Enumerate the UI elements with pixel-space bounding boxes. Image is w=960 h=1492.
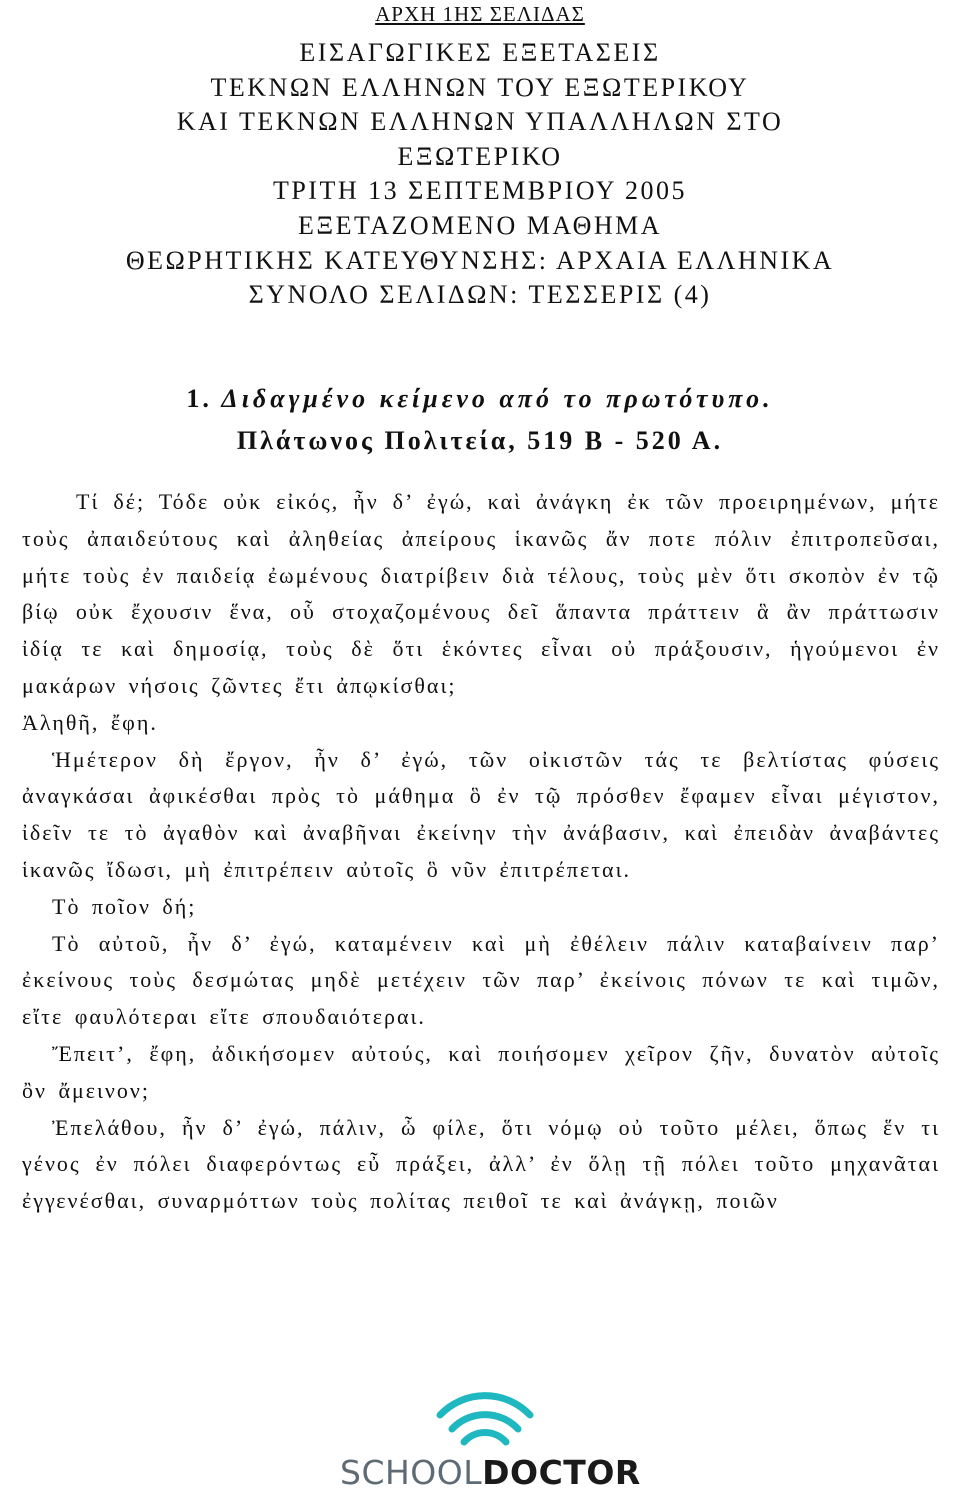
wifi-signal-icon [340,1373,630,1453]
schooldoctor-logo [340,1373,641,1492]
header-line: ΤΡΙΤΗ 13 ΣΕΠΤΕΜΒΡΙΟΥ 2005 [272,176,688,206]
header-line: ΣΥΝΟΛΟ ΣΕΛΙΔΩΝ: ΤΕΣΣΕΡΙΣ (4) [248,280,712,310]
logo-word-doctor: DOCTOR [482,1453,641,1492]
header-line: ΕΞΕΤΑΖΟΜΕΝΟ ΜΑΘΗΜΑ [297,210,663,240]
header-line: ΤΕΚΝΩΝ ΕΛΛΗΝΩΝ ΤΟΥ ΕΞΩΤΕΡΙΚΟΥ [210,72,750,102]
text-paragraph: Ἀληθῆ, ἔφη. [22,709,158,735]
logo-wordmark [340,1453,641,1492]
section-number: 1. [186,384,212,413]
header-line: ΘΕΩΡΗΤΙΚΗΣ ΚΑΤΕΥΘΥΝΣΗΣ: ΑΡΧΑΙΑ ΕΛΛΗΝΙΚΑ [125,245,835,275]
section-heading [0,378,960,462]
text-paragraph: Τὸ αὐτοῦ, ἦν δ’ ἐγώ, καταμένειν καὶ μὴ ἐθέλειν πάλιν καταβαίνειν παρ’ ἐκείνους τοὺς δεσμώτας μηδὲ μετέχειν τῶν παρ’ ἐκείνοις πόνων τε καὶ τιμῶν, εἴτε φαυλότεραι εἴτε σπουδαιότεραι. [22,930,940,1030]
logo-word-school: SCHOOL [340,1453,483,1492]
text-paragraph: Ἐπελάθου, ἦν δ’ ἐγώ, πάλιν, ὦ φίλε, ὅτι νόμῳ οὐ τοῦτο μέλει, ὅπως ἕν τι γένος ἐν πόλει διαφερόντως εὖ πράξει, ἀλλ’ ἐν ὅλῃ τῇ πόλει τοῦτο μηχανᾶται ἐγγενέσθαι, συναρμόττων τοὺς πολίτας πειθοῖ τε καὶ ἀνάγκῃ, ποιῶν [22,1114,940,1214]
text-paragraph: Τὸ ποῖον δή; [52,893,197,919]
header-line: ΚΑΙ ΤΕΚΝΩΝ ΕΛΛΗΝΩΝ ΥΠΑΛΛΗΛΩΝ ΣΤΟ [176,107,784,137]
text-paragraph: Ἔπειτ’, ἔφη, ἀδικήσομεν αὐτούς, καὶ ποιήσομεν χεῖρον ζῆν, δυνατὸν αὐτοῖς ὂν ἄμεινον; [22,1040,940,1103]
text-paragraph: Ἡμέτερον δὴ ἔργον, ἦν δ’ ἐγώ, τῶν οἰκιστῶν τάς τε βελτίστας φύσεις ἀναγκάσαι ἀφικέσθαι πρὸς τὸ μάθημα ὃ ἐν τῷ πρόσθεν ἔφαμεν εἶναι μέγιστον, ἰδεῖν τε τὸ ἀγαθὸν καὶ ἀναβῆναι ἐκείνην τὴν ἀνάβασιν, καὶ ἐπειδὰν ἀναβάντες ἱκανῶς ἴδωσι, μὴ ἐπιτρέπειν αὐτοῖς ὃ νῦν ἐπιτρέπεται. [22,746,940,882]
exam-header [0,36,960,313]
header-line: ΕΞΩΤΕΡΙΚΟ [397,141,563,171]
header-line: ΕΙΣΑΓΩΓΙΚΕΣ ΕΞΕΤΑΣΕΙΣ [299,38,661,67]
page-start-label: ΑΡΧΗ 1ΗΣ ΣΕΛΙΔΑΣ [375,2,585,26]
text-paragraph: Τί δέ; Τόδε οὐκ εἰκός, ἦν δ’ ἐγώ, καὶ ἀνάγκη ἐκ τῶν προειρημένων, μήτε τοὺς ἀπαιδεύτους καὶ ἀληθείας ἀπείρους ἱκανῶς ἄν ποτε πόλιν ἐπιτροπεῦσαι, μήτε τοὺς ἐν παιδείᾳ ἐωμένους διατρίβειν διὰ τέλους, τοὺς μὲν ὅτι σκοπὸν ἐν τῷ βίῳ οὐκ ἔχουσιν ἕνα, οὗ στοχαζομένους δεῖ ἅπαντα πράττειν ἃ ἂν πράττωσιν ἰδίᾳ τε καὶ δημοσίᾳ, τοὺς δὲ ὅτι ἑκόντες εἶναι οὐ πράξουσιν, ἡγούμενοι ἐν μακάρων νήσοις ζῶντες ἔτι ἀπῳκίσθαι; [22,489,940,698]
section-title: Διδαγμένο κείμενο από το πρωτότυπο. [221,384,774,413]
section-source: Πλάτωνος Πολιτεία, 519 Β - 520 Α. [236,426,724,455]
ancient-text [22,484,940,1220]
